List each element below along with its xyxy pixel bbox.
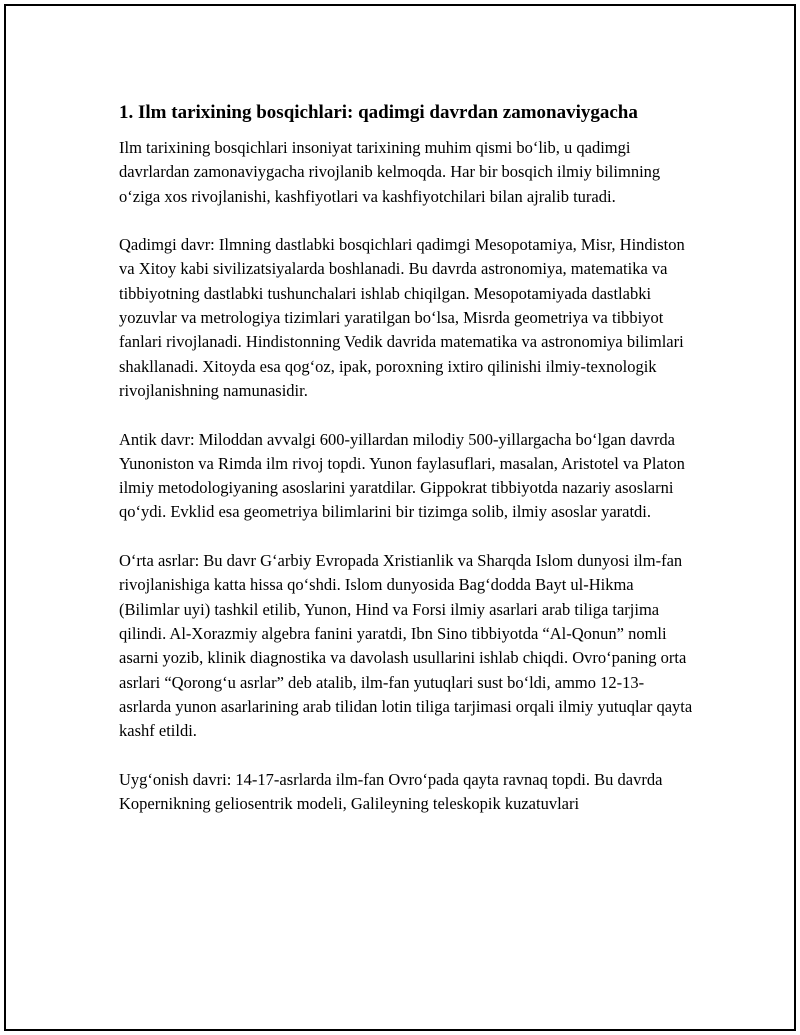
paragraph-middle-ages: O‘rta asrlar: Bu davr G‘arbiy Evropada Xristianlik va Sharqda Islom dunyosi ilm-fan rivojlanishiga katta hissa qo‘shdi. Islom dunyosida Bag‘dodda Bayt ul-Hikma (Bilimlar uyi) tashkil etilib, Yunon, Hind va Forsi ilmiy asarlari arab tiliga tarjima qilindi. Al-Xorazmiy algebra fanini yaratdi, Ibn Sino tibbiyotda “Al-Qonun” nomli asarni yozib, klinik diagnostika va davolash usullarini ishlab chiqdi. Ovro‘paning orta asrlari “Qorong‘u asrlar” deb atalib, ilm-fan yutuqlari sust bo‘ldi, ammo 12-13-asrlarda yunon asarlarining arab tilidan lotin tiliga tarjimasi orqali ilmiy yutuqlar qayta kashf etildi. — [119, 551, 693, 741]
paragraph-intro: Ilm tarixining bosqichlari insoniyat tarixining muhim qismi bo‘lib, u qadimgi davrlardan zamonaviygacha rivojlanib kelmoqda. Har bir bosqich ilmiy bilimning o‘ziga xos rivojlanishi, kashfiyotlari va kashfiyotchilari bilan ajralib turadi. — [119, 138, 661, 206]
paragraph-renaissance: Uyg‘onish davri: 14-17-asrlarda ilm-fan Ovro‘pada qayta ravnaq topdi. Bu davrda Kopernikning geliosentrik modeli, Galileyning teleskopik kuzatuvlari — [119, 769, 663, 814]
paragraph-antiquity: Antik davr: Miloddan avvalgi 600-yillardan milodiy 500-yillargacha bo‘lgan davrda Yunoniston va Rimda ilm rivoj topdi. Yunon faylasuflari, masalan, Aristotel va Platon ilmiy metodologiyaning asoslarini yaratdilar. Gippokrat tibbiyotda nazariy asoslarni qo‘ydi. Evklid esa geometriya bilimlarini bir tizimga solib, ilmiy asoslar yaratdi. — [119, 429, 685, 522]
paragraph-ancient-era: Qadimgi davr: Ilmning dastlabki bosqichlari qadimgi Mesopotamiya, Misr, Hindiston va Xitoy kabi sivilizatsiyalarda boshlanadi. Bu davrda astronomiya, matematika va tibbiyotning dastlabki tushunchalari ishlab chiqilgan. Mesopotamiyada dastlabki yozuvlar va metrologiya tizimlari yaratilgan bo‘lsa, Misrda geometriya va tibbiyot fanlari rivojlanadi. Hindistonning Vedik davrida matematika va astronomiya bilimlari shakllanadi. Xitoyda esa qog‘oz, ipak, poroxning ixtiro qilinishi ilmiy-texnologik rivojlanishning namunasidir. — [119, 235, 685, 400]
page-frame — [4, 4, 796, 1031]
section-heading: 1. Ilm tarixining bosqichlari: qadimgi davrdan zamonaviygacha — [119, 102, 638, 123]
document-body — [119, 100, 693, 841]
